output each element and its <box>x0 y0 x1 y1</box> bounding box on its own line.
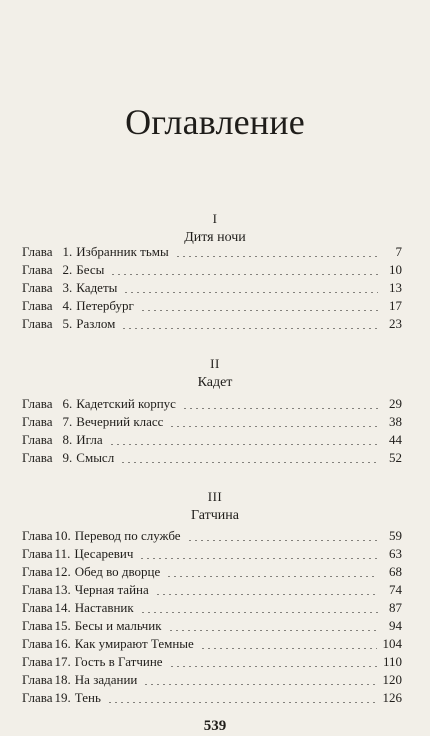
chapter-title: Тень <box>74 690 101 705</box>
chapter-title: Бесы и мальчик <box>74 618 162 633</box>
part-numeral: II <box>210 356 220 371</box>
leader-dots <box>121 328 378 329</box>
leader-dots <box>168 630 378 631</box>
chapter-page: 59 <box>389 528 402 543</box>
leader-dots <box>166 576 378 577</box>
chapter-page: 87 <box>389 600 402 615</box>
chapter-number: 7. <box>62 414 73 429</box>
chapter-title: Игла <box>76 432 103 447</box>
leader-dots <box>155 594 378 595</box>
chapter-title: Перевод по службе <box>74 528 181 543</box>
leader-dots <box>123 292 378 293</box>
leader-dots <box>187 540 378 541</box>
chapter-page: 52 <box>389 450 402 465</box>
chapter-prefix: Глава <box>22 432 53 447</box>
chapter-page: 44 <box>389 432 402 447</box>
chapter-number: 11. <box>54 546 71 561</box>
chapter-prefix: Глава <box>22 396 53 411</box>
part-numeral: III <box>207 489 223 504</box>
chapter-title: Петербург <box>76 298 134 313</box>
chapter-prefix: Глава <box>22 636 53 651</box>
toc-entry[interactable] <box>22 297 402 315</box>
toc-entry[interactable] <box>22 431 402 449</box>
chapter-number: 18. <box>54 672 71 687</box>
chapter-number: 9. <box>62 450 73 465</box>
part-heading-2 <box>0 357 430 391</box>
leader-dots <box>169 666 377 667</box>
leader-dots <box>140 310 378 311</box>
chapter-prefix: Глава <box>22 672 53 687</box>
chapter-prefix: Глава <box>22 280 53 295</box>
chapter-page: 38 <box>389 414 402 429</box>
chapter-title: На задании <box>74 672 138 687</box>
chapter-prefix: Глава <box>22 528 53 543</box>
chapter-title: Избранник тьмы <box>76 244 169 259</box>
part-heading-3 <box>0 490 430 524</box>
chapter-page: 74 <box>389 582 402 597</box>
chapter-page: 104 <box>382 636 402 651</box>
chapter-prefix: Глава <box>22 298 53 313</box>
leader-dots <box>110 274 378 275</box>
toc-entry[interactable] <box>22 261 402 279</box>
chapter-page: 63 <box>389 546 402 561</box>
toc-entry[interactable] <box>22 671 402 689</box>
chapter-title: Обед во дворце <box>74 564 161 579</box>
chapter-page: 94 <box>389 618 402 633</box>
chapter-prefix: Глава <box>22 618 53 633</box>
leader-dots <box>143 684 376 685</box>
leader-dots <box>140 612 378 613</box>
part-name: Гатчина <box>191 508 239 523</box>
toc-entry[interactable] <box>22 635 402 653</box>
toc-entry[interactable] <box>22 689 402 707</box>
page-title: Оглавление <box>125 102 305 142</box>
chapter-title: Смысл <box>76 450 115 465</box>
chapter-prefix: Глава <box>22 546 53 561</box>
toc-entry[interactable] <box>22 581 402 599</box>
part-numeral: I <box>212 211 218 226</box>
toc-entry[interactable] <box>22 527 402 545</box>
leader-dots <box>107 702 377 703</box>
toc-entry[interactable] <box>22 395 402 413</box>
chapter-number: 3. <box>62 280 73 295</box>
leader-dots <box>182 408 378 409</box>
toc-entry[interactable] <box>22 653 402 671</box>
chapter-page: 110 <box>382 654 402 669</box>
chapter-prefix: Глава <box>22 654 53 669</box>
toc-entry[interactable] <box>22 279 402 297</box>
chapter-prefix: Глава <box>22 600 53 615</box>
part-name: Кадет <box>197 375 233 390</box>
chapter-number: 15. <box>54 618 71 633</box>
page-number: 539 <box>203 718 227 734</box>
chapter-prefix: Глава <box>22 244 53 259</box>
chapter-number: 13. <box>54 582 71 597</box>
chapter-page: 13 <box>389 280 402 295</box>
part-name: Дитя ночи <box>184 230 246 245</box>
toc-entry[interactable] <box>22 599 402 617</box>
part-heading-1 <box>0 212 430 246</box>
toc-entry[interactable] <box>22 545 402 563</box>
chapter-number: 14. <box>54 600 71 615</box>
chapter-number: 1. <box>62 244 73 259</box>
toc-entry[interactable] <box>22 563 402 581</box>
chapter-number: 6. <box>62 396 73 411</box>
toc-entry[interactable] <box>22 413 402 431</box>
chapter-title: Вечерний класс <box>76 414 164 429</box>
chapter-title: Кадетский корпус <box>76 396 176 411</box>
chapter-title: Кадеты <box>76 280 118 295</box>
chapter-prefix: Глава <box>22 316 53 331</box>
toc-entry[interactable] <box>22 449 402 467</box>
chapter-page: 29 <box>389 396 402 411</box>
chapter-number: 19. <box>54 690 71 705</box>
chapter-number: 10. <box>54 528 71 543</box>
chapter-title: Гость в Гатчине <box>74 654 163 669</box>
leader-dots <box>120 462 378 463</box>
chapter-prefix: Глава <box>22 690 53 705</box>
chapter-number: 8. <box>62 432 73 447</box>
chapter-page: 126 <box>382 690 402 705</box>
chapter-number: 5. <box>62 316 73 331</box>
toc-entry[interactable] <box>22 315 402 333</box>
toc-entry[interactable] <box>22 243 402 261</box>
chapter-title: Цесаревич <box>74 546 134 561</box>
chapter-title: Черная тайна <box>74 582 149 597</box>
chapter-number: 2. <box>62 262 73 277</box>
chapter-prefix: Глава <box>22 582 53 597</box>
chapter-number: 16. <box>54 636 71 651</box>
chapter-prefix: Глава <box>22 414 53 429</box>
chapter-title: Как умирают Темные <box>74 636 194 651</box>
chapter-page: 23 <box>389 316 402 331</box>
chapter-number: 12. <box>54 564 71 579</box>
chapter-page: 17 <box>389 298 402 313</box>
leader-dots <box>175 256 378 257</box>
chapter-title: Разлом <box>76 316 116 331</box>
chapter-prefix: Глава <box>22 564 53 579</box>
chapter-prefix: Глава <box>22 450 53 465</box>
chapter-page: 68 <box>389 564 402 579</box>
leader-dots <box>139 558 378 559</box>
chapter-page: 7 <box>395 244 402 259</box>
leader-dots <box>200 648 377 649</box>
chapter-prefix: Глава <box>22 262 53 277</box>
leader-dots <box>169 426 378 427</box>
chapter-page: 10 <box>389 262 402 277</box>
toc-entry[interactable] <box>22 617 402 635</box>
chapter-number: 17. <box>54 654 71 669</box>
leader-dots <box>109 444 378 445</box>
chapter-title: Бесы <box>76 262 105 277</box>
chapter-number: 4. <box>62 298 73 313</box>
chapter-page: 120 <box>382 672 402 687</box>
chapter-title: Наставник <box>74 600 134 615</box>
